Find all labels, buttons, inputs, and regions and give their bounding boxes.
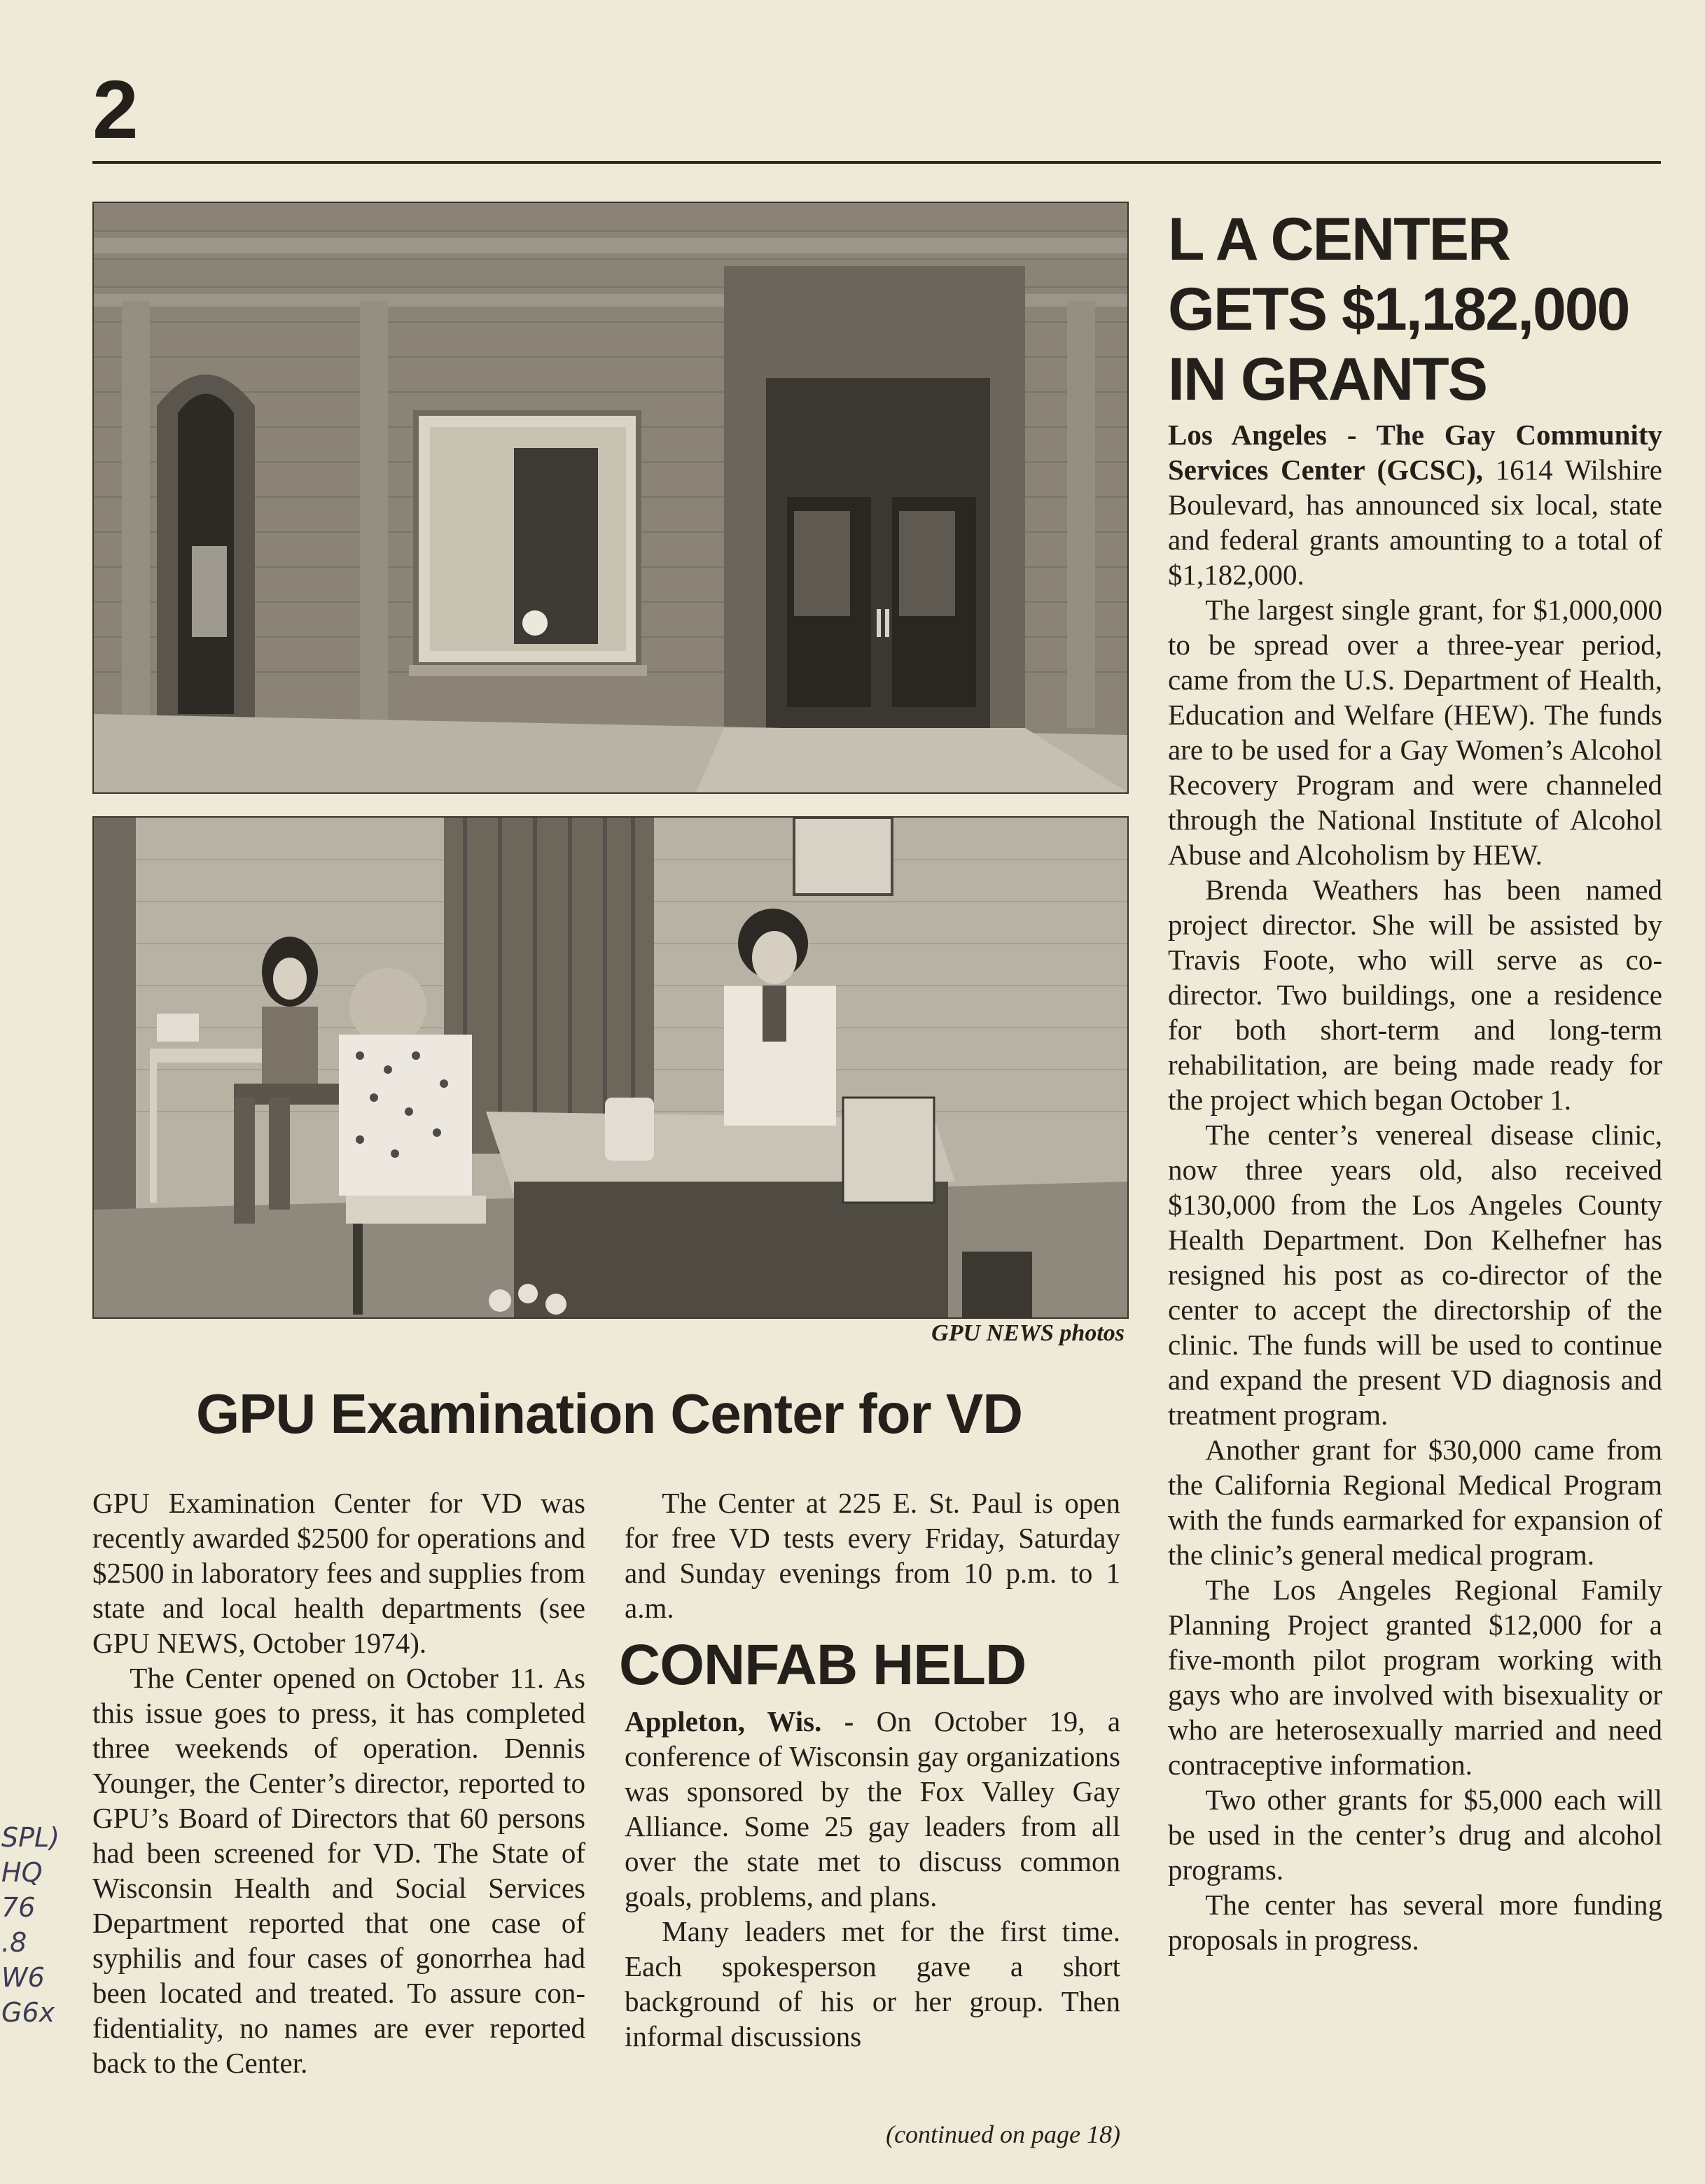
la-paragraph-6: The Los Angeles Regional Family Planning Project granted $12,000 for a five-month pilot program working with gays who are involved with bisexuality or who are heterosexually married and need contraceptive information. [1168, 1574, 1662, 1781]
la-dateline: Los Angeles - The Gay Community Services Center (GCSC), [1168, 419, 1662, 486]
la-paragraph-7: Two other grants for $5,000 each will be used in the center’s drug and alcohol programs. [1168, 1784, 1662, 1886]
margin-note-line: G6x [1, 1997, 55, 2028]
confab-paragraph-2: Many leaders met for the first time. Each spokesperson gave a short background of his or her group. Then informal discussions [625, 1915, 1120, 2052]
la-paragraph-1-text: 1614 Wilshire Boulevard, has announced six local, state and federal grants amounting to a total of $1,182,000. [1168, 454, 1662, 591]
vd-article-column-2 [619, 1485, 1121, 2054]
confab-paragraph-1-text: On October 19, a conference of Wisconsin gay organizations was sponsored by the Fox Valley Gay Alliance. Some 25 gay leaders from all over the state met to discuss common goals, problems, and plans. [625, 1705, 1121, 1912]
vd-paragraph-1: GPU Examination Center for VD was recently awarded $2500 for operations and $2500 in laboratory fees and supplies from state and local health departments (see GPU NEWS, October 1974). [92, 1487, 585, 1659]
la-paragraph-1 [1168, 417, 1662, 592]
confab-dateline: Appleton, Wis. - [625, 1705, 854, 1737]
confab-paragraph-1 [625, 1704, 1120, 1914]
photo-credit: GPU NEWS photos [931, 1320, 1125, 1346]
la-paragraph-5: Another grant for $30,000 came from the California Regional Medical Program with the funds earmarked for expansion of the clinic’s general medical program. [1168, 1434, 1662, 1571]
headline-la-line-3: IN GRANTS [1168, 346, 1487, 413]
headline-gpu-examination-center: GPU Examination Center for VD [195, 1382, 1023, 1445]
vd-article-column-1 [92, 1485, 585, 2080]
la-article-column [1168, 417, 1662, 1957]
building-photo [92, 202, 1129, 794]
margin-note-line: .8 [1, 1927, 27, 1958]
margin-note-line: HQ [1, 1857, 43, 1888]
vd-paragraph-2: The Center opened on October 11. As this issue goes to press, it has completed three weekends of operation. Dennis Younger, the Center’s director, reported to GPU’s Board of Directors that 60 persons had been screened for VD. The State of Wisconsin Health and Social Services Department reported that one case of syphilis and four cases of gonorrhea had been located and treated. To assure confidentiality, no names are ever reported back to the Center. [92, 1662, 585, 2079]
la-paragraph-2: The largest single grant, for $1,000,000 to be spread over a three-year period, came from the U.S. Department of Health, Education and Welfare (HEW). The funds are to be used for a Gay Women’s Alcohol Recovery Program and were channeled through the National Institute of Alcohol Abuse and Alcoholism by HEW. [1168, 594, 1662, 871]
headline-la-line-1: L A CENTER [1168, 206, 1510, 273]
header-rule [92, 161, 1661, 164]
margin-note-line: W6 [1, 1962, 45, 1993]
continued-note: (continued on page 18) [886, 2120, 1120, 2148]
page-number: 2 [92, 64, 139, 156]
la-paragraph-8: The center has several more funding proposals in progress. [1168, 1889, 1662, 1956]
handwritten-call-number [1, 1820, 78, 2030]
margin-note-line: 76 [1, 1892, 36, 1923]
la-paragraph-3: Brenda Weathers has been named project director. She will be assisted by Travis Foote, who will serve as co-director. Two buildings, one a residence for both short-term and long-term rehabilitation, are being made ready for the project which began October 1. [1168, 874, 1662, 1116]
headline-la-center [1168, 204, 1686, 414]
la-paragraph-4: The center’s venereal disease clinic, now three years old, also received $130,000 from the Los Angeles County Health Department. Don Kelhefner has resigned his post as co-director of the center to accept the directorship of the clinic. The funds will be used to continue and expand the present VD diagnosis and treatment program. [1168, 1119, 1662, 1431]
clinic-photo [92, 816, 1129, 1319]
vd-paragraph-3: The Center at 225 E. St. Paul is open for free VD tests every Friday, Saturday and Sunday evenings from 10 p.m. to 1 a.m. [625, 1487, 1120, 1624]
margin-note-line: SPL) [1, 1822, 60, 1853]
headline-la-line-2: GETS $1,182,000 [1168, 276, 1629, 343]
headline-confab-held: CONFAB HELD [619, 1633, 1027, 1697]
